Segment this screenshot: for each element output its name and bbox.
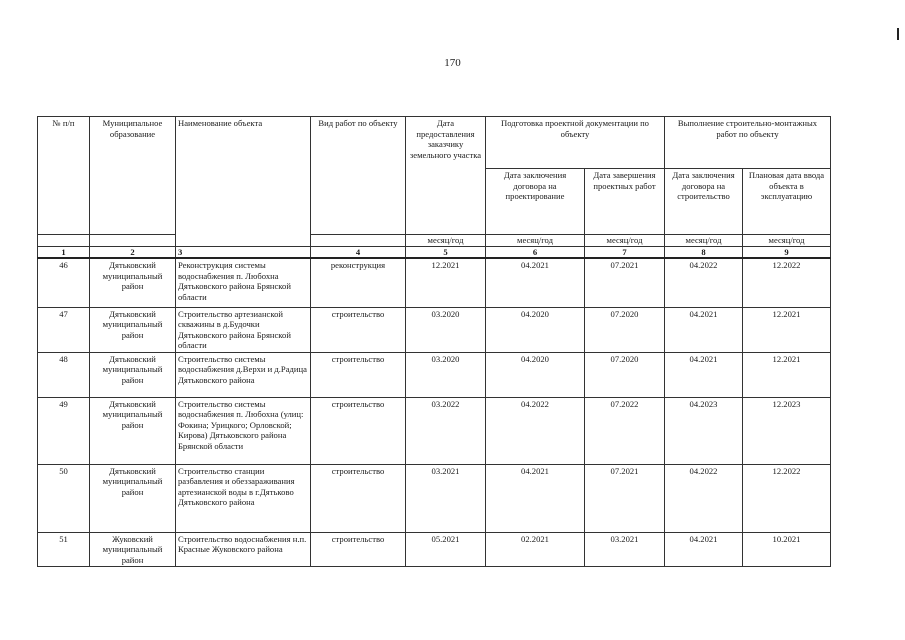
unit-empty-2 [90,235,176,247]
cell-design-complete: 07.2020 [585,307,665,352]
column-index: 7 [585,246,665,258]
cell-num: 48 [38,352,90,397]
table-row [38,397,831,464]
page-edge-mark [897,28,899,40]
unit-empty-4 [311,235,406,247]
column-index: 5 [406,246,486,258]
cell-design-contract: 04.2021 [486,464,585,532]
header-col-municipality: Муниципальное образование [90,117,176,235]
table-row [38,464,831,532]
cell-work-type: строительство [311,532,406,567]
cell-municipality: Дятьковский муниципальный район [90,307,176,352]
table-row [38,258,831,307]
cell-construction-contract: 04.2021 [665,532,743,567]
cell-object: Строительство станции разбавления и обеззараживания артезианской воды в г.Дятьково Дятьковского района [176,464,311,532]
cell-design-contract: 04.2021 [486,258,585,307]
cell-num: 50 [38,464,90,532]
unit-label: месяц/год [486,235,585,247]
column-index: 2 [90,246,176,258]
unit-label: месяц/год [406,235,486,247]
cell-land-date: 12.2021 [406,258,486,307]
cell-commission: 12.2022 [743,258,831,307]
cell-municipality: Дятьковский муниципальный район [90,258,176,307]
cell-object: Строительство водоснабжения н.п. Красные Жуковского района [176,532,311,567]
cell-commission: 12.2021 [743,307,831,352]
cell-object: Реконструкция системы водоснабжения п. Любохна Дятьковского района Брянской области [176,258,311,307]
cell-land-date: 03.2022 [406,397,486,464]
cell-design-complete: 07.2021 [585,258,665,307]
cell-commission: 10.2021 [743,532,831,567]
cell-municipality: Дятьковский муниципальный район [90,352,176,397]
header-col-num: № п/п [38,117,90,235]
cell-land-date: 05.2021 [406,532,486,567]
column-index: 6 [486,246,585,258]
cell-work-type: строительство [311,397,406,464]
table-row [38,532,831,567]
header-group-construction: Выполнение строительно-монтажных работ по объекту [665,117,831,169]
cell-num: 46 [38,258,90,307]
column-index: 4 [311,246,406,258]
column-index: 8 [665,246,743,258]
cell-num: 51 [38,532,90,567]
column-index-row [38,246,831,258]
unit-label: месяц/год [665,235,743,247]
cell-design-complete: 07.2020 [585,352,665,397]
cell-num: 47 [38,307,90,352]
cell-commission: 12.2023 [743,397,831,464]
column-index: 9 [743,246,831,258]
cell-design-complete: 03.2021 [585,532,665,567]
cell-construction-contract: 04.2022 [665,258,743,307]
cell-municipality: Дятьковский муниципальный район [90,464,176,532]
cell-municipality: Жуковский муниципальный район [90,532,176,567]
cell-commission: 12.2021 [743,352,831,397]
cell-object: Строительство системы водоснабжения п. Любохна (улиц: Фокина; Урицкого; Орловской; Кирова) Дятьковского района Брянской области [176,397,311,464]
cell-land-date: 03.2020 [406,307,486,352]
header-col-commission: Плановая дата ввода объекта в эксплуатацию [743,169,831,235]
cell-design-contract: 04.2022 [486,397,585,464]
cell-construction-contract: 04.2022 [665,464,743,532]
cell-design-contract: 02.2021 [486,532,585,567]
cell-work-type: строительство [311,352,406,397]
header-col-construction-contract: Дата заключения договора на строительство [665,169,743,235]
header-col-land-date: Дата предоставления заказчику земельного участка [406,117,486,235]
cell-design-complete: 07.2022 [585,397,665,464]
cell-land-date: 03.2021 [406,464,486,532]
unit-label: месяц/год [585,235,665,247]
cell-construction-contract: 04.2021 [665,352,743,397]
page-number: 170 [444,57,461,69]
cell-design-contract: 04.2020 [486,352,585,397]
cell-construction-contract: 04.2021 [665,307,743,352]
column-index: 1 [38,246,90,258]
unit-empty-1 [38,235,90,247]
column-index: 3 [176,246,311,258]
cell-design-contract: 04.2020 [486,307,585,352]
cell-object: Строительство системы водоснабжения д.Верхи и д.Радица Дятьковского района [176,352,311,397]
cell-construction-contract: 04.2023 [665,397,743,464]
table-row [38,352,831,397]
unit-label: месяц/год [743,235,831,247]
cell-object: Строительство артезианской скважины в д.Будочки Дятьковского района Брянской области [176,307,311,352]
header-col-work-type: Вид работ по объекту [311,117,406,235]
header-col-object: Наименование объекта [176,117,311,247]
cell-land-date: 03.2020 [406,352,486,397]
objects-table [37,116,831,567]
cell-num: 49 [38,397,90,464]
cell-work-type: реконструкция [311,258,406,307]
header-col-design-complete: Дата завершения проектных работ [585,169,665,235]
cell-work-type: строительство [311,307,406,352]
cell-commission: 12.2022 [743,464,831,532]
cell-work-type: строительство [311,464,406,532]
header-group-design: Подготовка проектной документации по объекту [486,117,665,169]
header-col-design-contract: Дата заключения договора на проектирование [486,169,585,235]
cell-design-complete: 07.2021 [585,464,665,532]
table-row [38,307,831,352]
cell-municipality: Дятьковский муниципальный район [90,397,176,464]
